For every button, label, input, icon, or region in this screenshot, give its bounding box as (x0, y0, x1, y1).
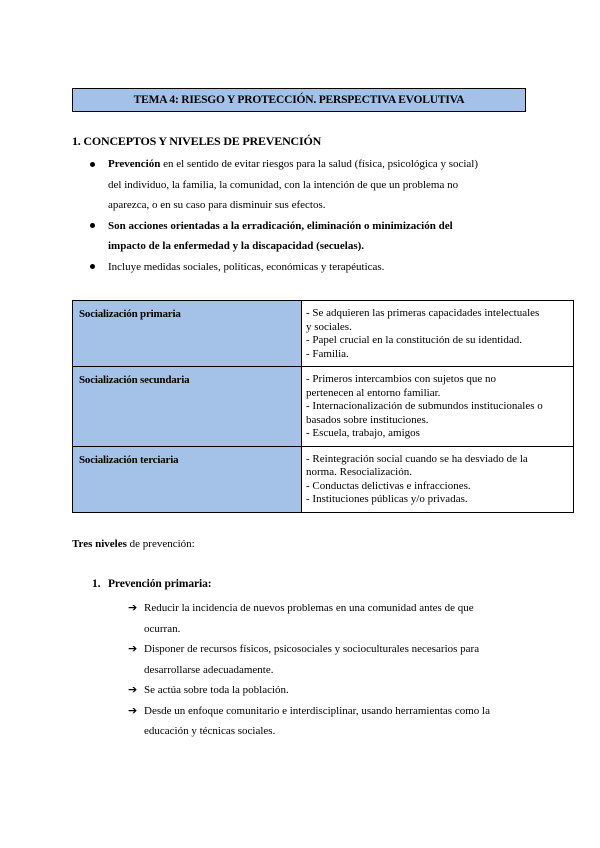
point-text: educación y técnicas sociales. (144, 725, 276, 737)
desc-line: - Papel crucial en la constitución de su identidad. (306, 334, 522, 346)
point-text: Desde un enfoque comunitario e interdisciplinar, usando herramientas como la (144, 704, 490, 717)
page-title: TEMA 4: RIESGO Y PROTECCIÓN. PERSPECTIVA EVOLUTIVA (72, 88, 526, 112)
primary-prevention-heading (92, 578, 212, 590)
bullet-icon (90, 264, 95, 269)
intro-text: de prevención: (126, 538, 195, 550)
desc-line: - Internacionalización de submundos institucionales o (306, 400, 543, 412)
bold-term: Prevención (108, 158, 161, 170)
bullet-icon (90, 162, 95, 167)
bullet-text: aparezca, o en su caso para disminuir sus efectos. (108, 199, 326, 211)
heading-text: Prevención primaria: (108, 578, 212, 590)
desc-line: y sociales. (306, 320, 352, 333)
desc-line: pertenecen al entorno familiar. (306, 386, 441, 399)
row-description (302, 446, 574, 512)
table-row (73, 301, 574, 367)
list-number: 1. (92, 578, 101, 590)
desc-line: - Conductas delictivas e infracciones. (306, 479, 471, 492)
desc-line: - Primeros intercambios con sujetos que no (306, 373, 497, 385)
desc-line: - Reintegración social cuando se ha desviado de la (306, 452, 528, 465)
row-label: Socialización terciaria (73, 446, 302, 512)
bullet-text: Son acciones orientadas a la erradicación, eliminación o minimización del (108, 219, 453, 232)
desc-line: - Se adquieren las primeras capacidades intelectuales (306, 307, 540, 319)
desc-line: - Familia. (306, 347, 349, 360)
list-item (128, 701, 548, 742)
desc-line: basados sobre instituciones. (306, 413, 429, 426)
desc-line: norma. Resocialización. (306, 466, 412, 478)
row-description (302, 301, 574, 367)
list-item (128, 598, 548, 639)
desc-line: - Escuela, trabajo, amigos (306, 427, 420, 439)
list-item (88, 154, 528, 216)
bullet-text: Incluye medidas sociales, políticas, económicas y terapéuticas. (108, 260, 385, 273)
table-row (73, 367, 574, 447)
arrow-right-icon: ➔ (128, 642, 138, 655)
table-row (73, 446, 574, 512)
list-item (128, 639, 548, 680)
list-item (128, 680, 548, 701)
arrow-right-icon: ➔ (128, 601, 138, 614)
row-description (302, 367, 574, 447)
bullet-icon (90, 223, 95, 228)
primary-prevention-list (128, 598, 548, 742)
point-text: desarrollarse adecuadamente. (144, 663, 274, 676)
point-text: ocurran. (144, 622, 181, 635)
arrow-right-icon: ➔ (128, 703, 138, 717)
levels-intro (72, 538, 195, 550)
socialization-table (72, 300, 574, 513)
bullet-text: en el sentido de evitar riesgos para la salud (física, psicológica y social) (160, 158, 479, 170)
desc-line: - Instituciones públicas y/o privadas. (306, 493, 468, 505)
arrow-right-icon: ➔ (128, 683, 138, 696)
bold-term: Tres niveles (72, 538, 127, 550)
bullet-text: del individuo, la familia, la comunidad, con la intención de que un problema no (108, 178, 459, 191)
point-text: Disponer de recursos físicos, psicosociales y socioculturales necesarios para (144, 643, 480, 655)
point-text: Se actúa sobre toda la población. (144, 684, 289, 696)
bullet-text: impacto de la enfermedad y la discapacidad (secuelas). (108, 240, 365, 252)
concepts-bullet-list (88, 154, 528, 277)
point-text: Reducir la incidencia de nuevos problemas en una comunidad antes de que (144, 602, 474, 614)
list-item (88, 216, 528, 257)
row-label: Socialización primaria (73, 301, 302, 367)
section-heading: 1. CONCEPTOS Y NIVELES DE PREVENCIÓN (72, 134, 322, 148)
list-item (88, 257, 528, 278)
row-label: Socialización secundaria (73, 367, 302, 447)
